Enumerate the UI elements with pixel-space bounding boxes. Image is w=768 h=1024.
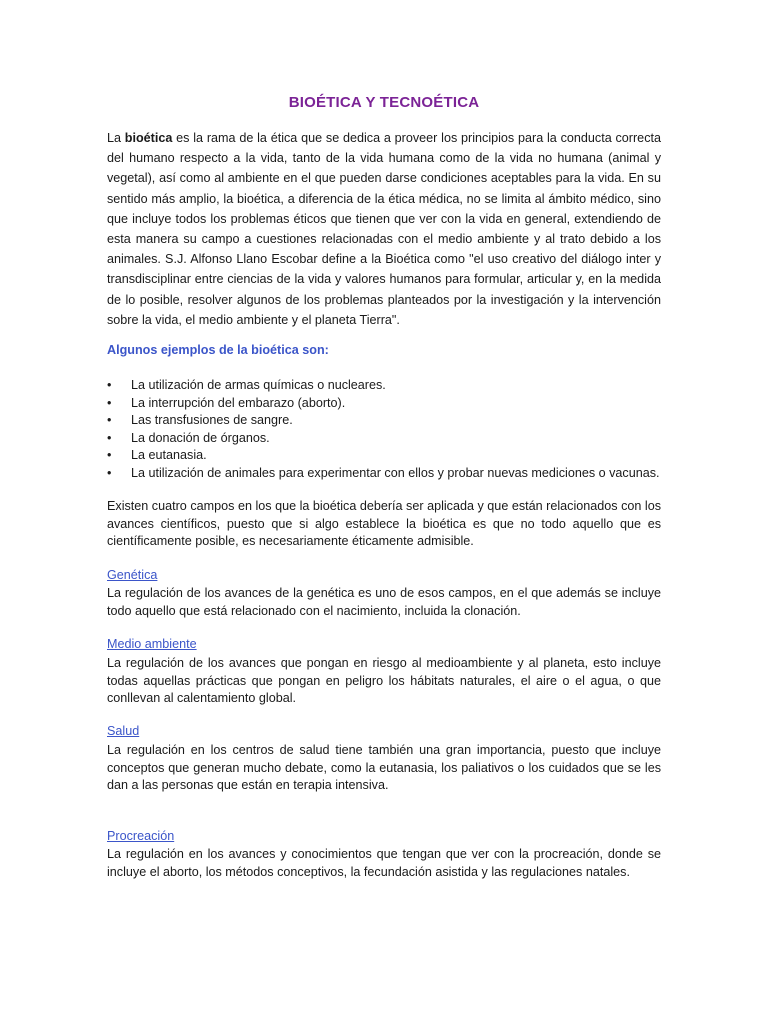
section-heading-procreacion[interactable]: Procreación (107, 829, 175, 843)
list-item-text: Las transfusiones de sangre. (131, 413, 293, 427)
list-item-text: La eutanasia. (131, 448, 207, 462)
list-item (107, 465, 667, 483)
section-heading-genetica[interactable]: Genética (107, 568, 158, 582)
list-item-text: La utilización de armas químicas o nucleares. (131, 378, 386, 392)
bullet-icon: • (107, 378, 112, 392)
examples-list (107, 377, 667, 482)
section-text-medio-ambiente: La regulación de los avances que pongan en riesgo al medioambiente y al planeta, esto incluye todas aquellas prácticas que pongan en peligro los hábitats naturales, el aire o el agua, o que conllevan al calentamiento global. (107, 656, 661, 705)
document-title: BIOÉTICA Y TECNOÉTICA (288, 94, 480, 111)
list-item-text: La donación de órganos. (131, 430, 270, 445)
section-text-salud: La regulación en los centros de salud tiene también una gran importancia, puesto que incluye conceptos que generan mucho debate, como la eutanasia, los paliativos o los cuidados que se les dan a las personas que están en terapia intensiva. (107, 743, 661, 792)
list-item (107, 447, 667, 465)
intro-lead: La (107, 131, 125, 145)
bullet-icon: • (107, 465, 112, 480)
list-item (107, 377, 667, 395)
list-item-text: La interrupción del embarazo (aborto). (131, 395, 346, 410)
intro-paragraph (107, 128, 661, 330)
section-heading-medio-ambiente[interactable]: Medio ambiente (107, 637, 197, 651)
intro-bold-term: bioética (124, 131, 173, 145)
document-page (107, 0, 661, 1024)
section-heading-salud[interactable]: Salud (107, 724, 140, 738)
bullet-icon: • (107, 430, 112, 445)
bullet-icon: • (107, 395, 112, 410)
list-item-text: La utilización de animales para experimentar con ellos y probar nuevas mediciones o vacunas. (131, 465, 660, 480)
list-item (107, 412, 667, 430)
section-text-procreacion: La regulación en los avances y conocimientos que tengan que ver con la procreación, donde se incluye el aborto, los métodos conceptivos, la fecundación asistida y las regulaciones natales. (107, 847, 661, 879)
list-item (107, 395, 667, 413)
section-text-genetica: La regulación de los avances de la genética es uno de esos campos, en el que además se incluye todo aquello que está relacionado con el nacimiento, incluida la clonación. (107, 586, 661, 618)
intro-text: es la rama de la ética que se dedica a proveer los principios para la conducta correcta del humano respecto a la vida, tanto de la vida humana como de la vida no humana (animal y vegetal), así como al ambiente en el que pueden darse condiciones aceptables para la vida. En su sentido más amplio, la bioética, a diferencia de la ética médica, no se limita al ámbito médico, sino que incluye todos los problemas éticos que tienen que ver con la vida en general, extendiendo de esta manera su campo a cuestiones relacionadas con el medio ambiente y al trato debido a los animales. S.J. Alfonso Llano Escobar define a la Bioética como "el uso creativo del diálogo inter y transdisciplinar entre ciencias de la vida y valores humanos para formular, articular y, en la medida de lo posible, resolver algunos de los problemas planteados por la investigación y la intervención sobre la vida, el medio ambiente y el planeta Tierra". (107, 131, 661, 327)
bullet-icon: • (107, 413, 112, 427)
list-item (107, 430, 667, 448)
bullet-icon: • (107, 448, 112, 462)
examples-heading: Algunos ejemplos de la bioética son: (107, 343, 329, 357)
fields-paragraph: Existen cuatro campos en los que la bioética debería ser aplicada y que están relacionados con los avances científicos, puesto que si algo establece la bioética es que no todo aquello que es científicamente posible, es necesariamente éticamente admisible. (107, 499, 661, 548)
